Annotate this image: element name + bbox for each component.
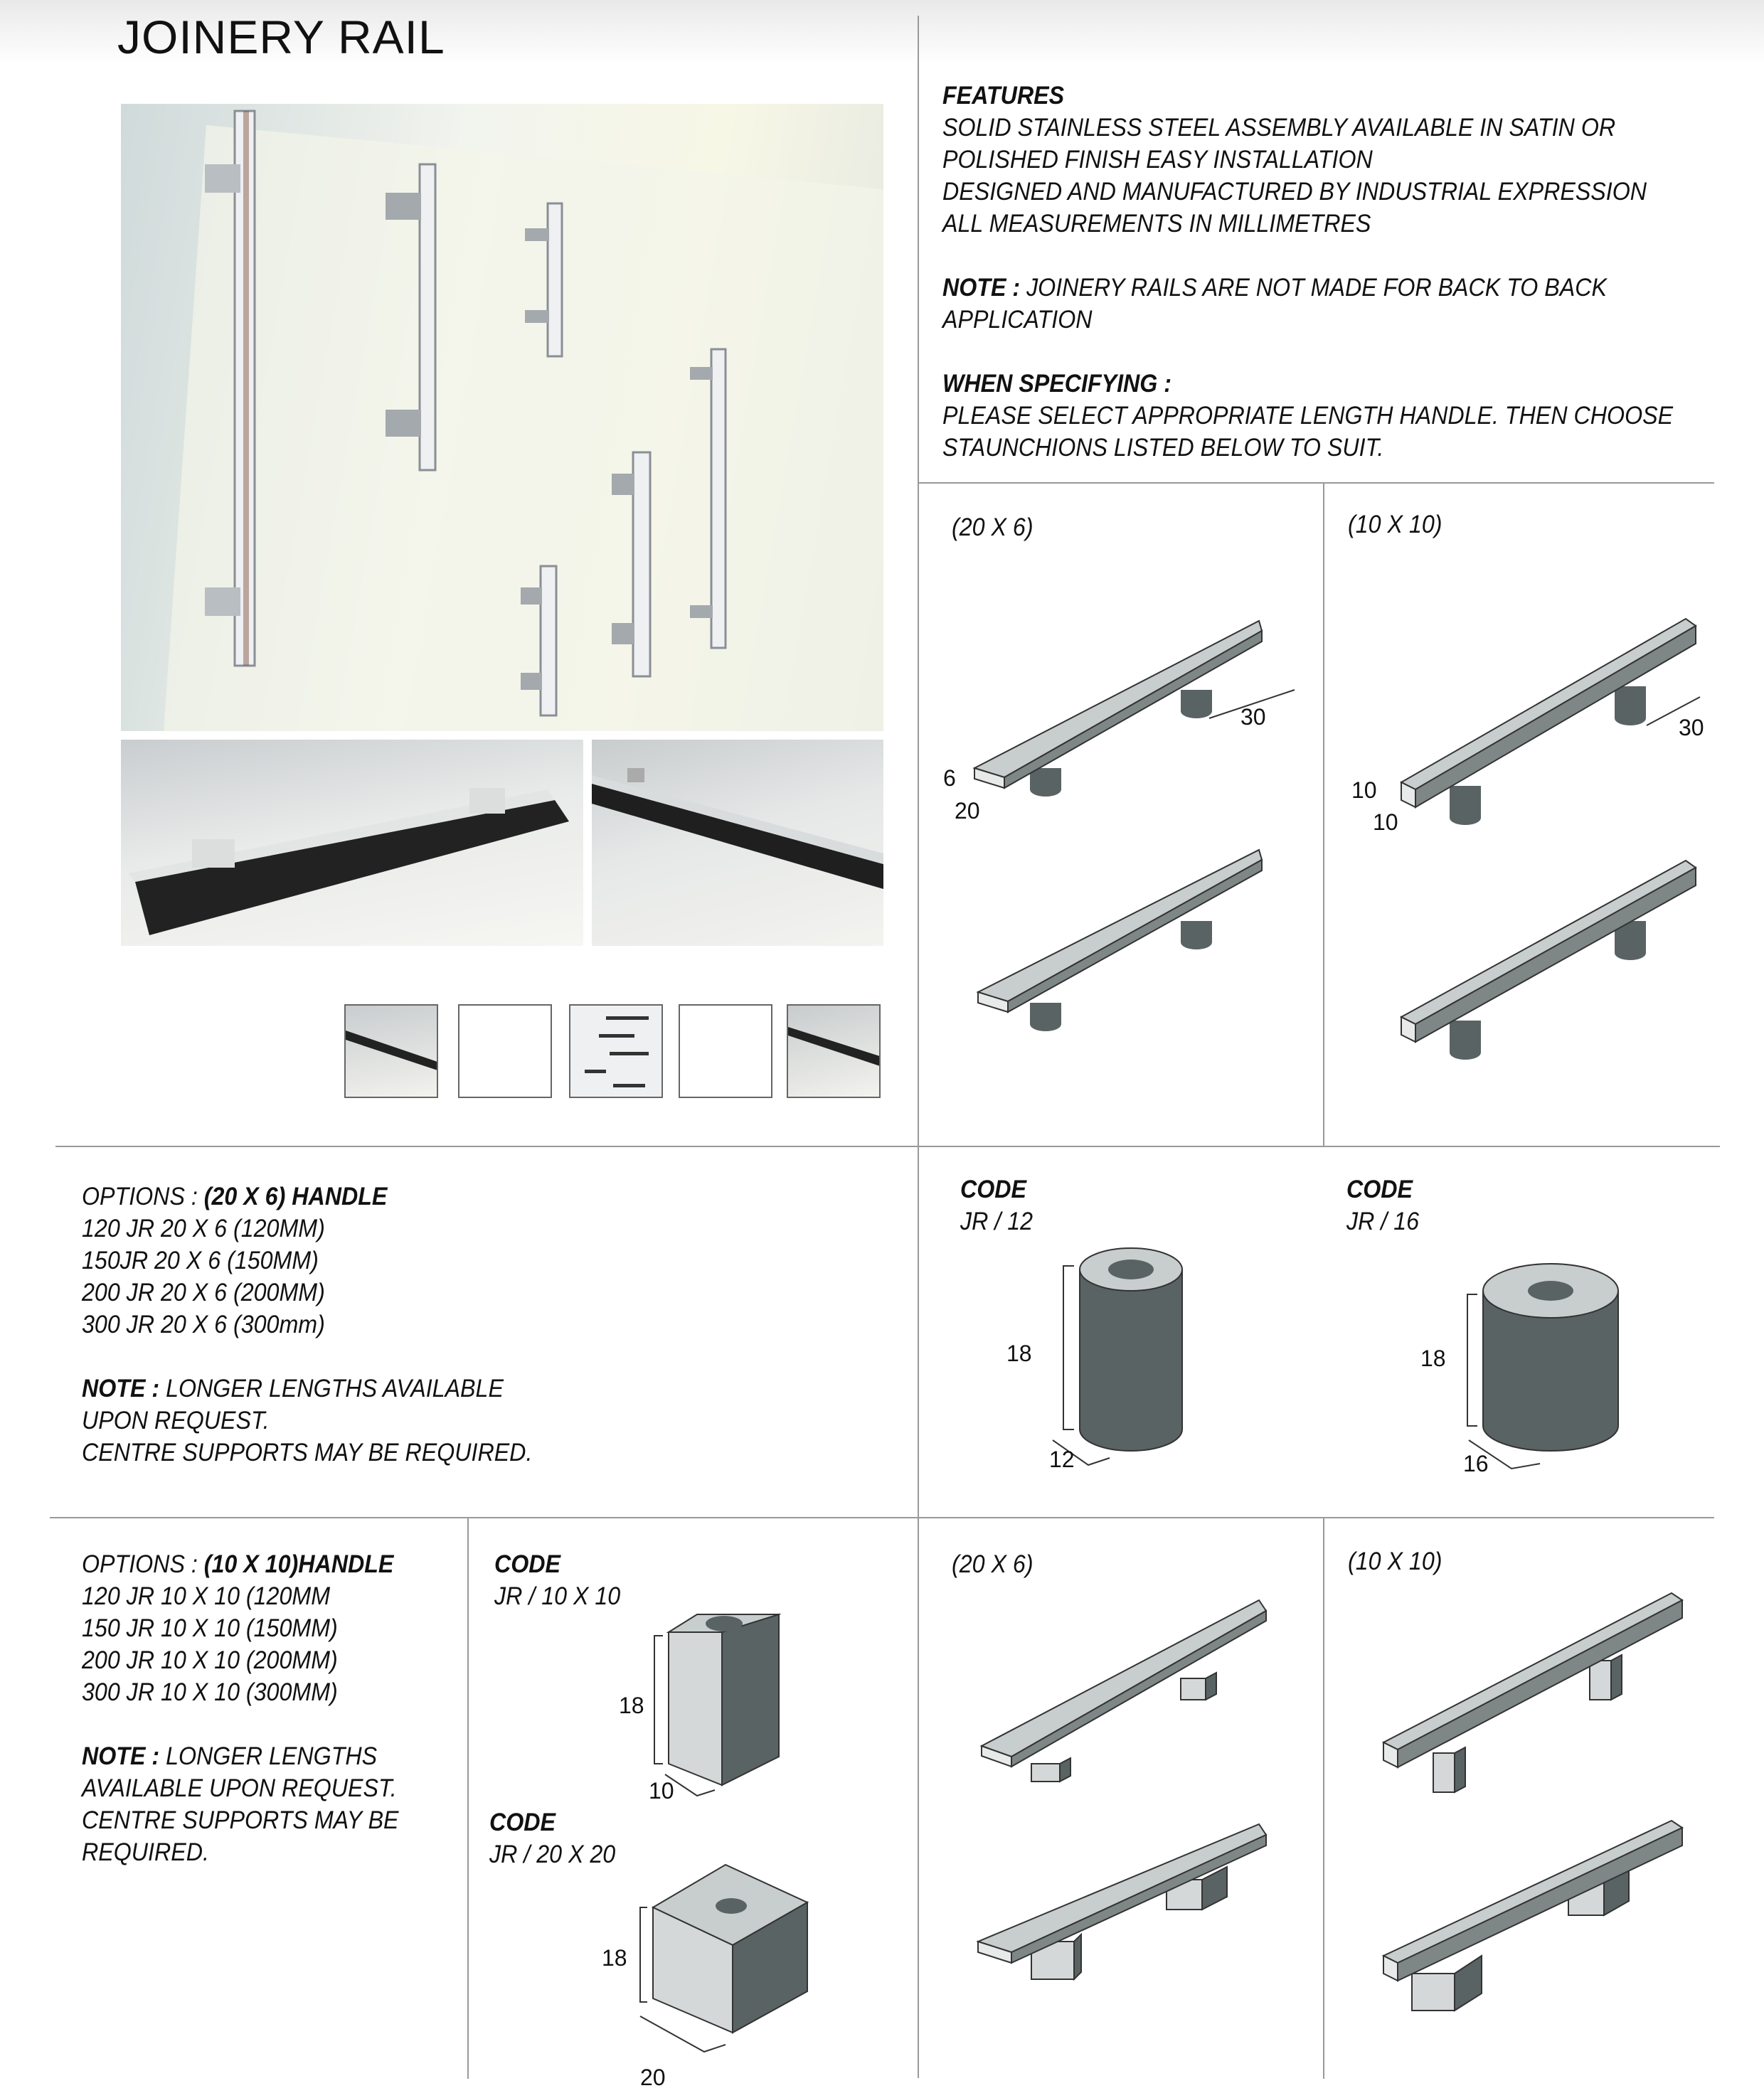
code-jr16-value: JR / 16 [1346,1208,1420,1235]
page-title: JOINERY RAIL [117,11,445,63]
code-jr12-heading: CODE [960,1176,1027,1203]
code-jr20x20-value: JR / 20 X 20 [489,1841,616,1868]
options-20x6-heading [82,1181,387,1213]
divider-lower [50,1517,1714,1518]
handle-20x6-square-post-bottom [974,1817,1401,2030]
code-jr20x20-heading: CODE [489,1809,556,1836]
thumbnail-5[interactable] [787,1004,881,1098]
detail-photo-right [592,740,883,946]
options-20x6-note-line-1: LONGER LENGTHS AVAILABLE [166,1375,504,1402]
code-jr12-value: JR / 12 [960,1208,1034,1235]
specifying-line-2: STAUNCHIONS LISTED BELOW TO SUIT. [942,434,1384,462]
options-10x10-item-1: 120 JR 10 X 10 (120MM [82,1582,331,1610]
options-20x6-note-line-3: CENTRE SUPPORTS MAY BE REQUIRED. [82,1439,533,1466]
divider-lower-left [467,1517,469,2079]
features-note-label: NOTE : [942,274,1021,302]
dim-jr12-diameter: 12 [1049,1447,1075,1472]
options-20x6-item-4: 300 JR 20 X 6 (300mm) [82,1311,325,1338]
handle-20x6-square-post-top [974,1593,1401,1806]
dim-upper-right-length: 30 [1679,715,1704,740]
dim-jr16-height: 18 [1420,1346,1446,1371]
handle-20x6-diagram-bottom [967,843,1394,1056]
dim-jr10x10-width: 10 [649,1778,674,1804]
specifying-heading: WHEN SPECIFYING : [942,370,1172,398]
dim-jr12-height: 18 [1006,1341,1032,1366]
features-line-2: POLISHED FINISH EASY INSTALLATION [942,146,1373,174]
features-note-line-2: APPLICATION [942,306,1093,334]
options-10x10-heading [82,1548,393,1580]
standoff-jr20x20-diagram [626,1856,854,2070]
upper-right-diagram-label: (10 X 10) [1348,511,1442,538]
features-line-3: DESIGNED AND MANUFACTURED BY INDUSTRIAL EXPRESSION [942,178,1647,206]
options-10x10-note-line-3: CENTRE SUPPORTS MAY BE [82,1806,399,1834]
handle-10x10-square-post-top [1376,1590,1764,1810]
dim-upper-right-width: 10 [1373,809,1398,835]
features-note [942,272,1607,304]
options-10x10-note [82,1740,377,1772]
dim-upper-left-thickness: 6 [943,765,956,791]
options-10x10-item-3: 200 JR 10 X 10 (200MM) [82,1646,338,1674]
options-10x10-prefix: OPTIONS : [82,1550,198,1578]
options-10x10-item-4: 300 JR 10 X 10 (300MM) [82,1678,338,1706]
handle-10x10-diagram-bottom [1394,853,1764,1067]
thumbnail-3[interactable] [569,1004,663,1098]
options-10x10-note-line-1: LONGER LENGTHS [166,1742,378,1770]
features-line-1: SOLID STAINLESS STEEL ASSEMBLY AVAILABLE IN SATIN OR [942,114,1616,142]
code-jr10x10-heading: CODE [494,1550,561,1578]
options-20x6-note [82,1373,504,1405]
options-20x6-item-2: 150JR 20 X 6 (150MM) [82,1247,319,1274]
code-jr16-heading: CODE [1346,1176,1413,1203]
upper-left-diagram-label: (20 X 6) [952,513,1034,541]
options-20x6-handle: (20 X 6) HANDLE [203,1183,388,1210]
divider-features-bottom [918,482,1714,484]
thumbnail-2[interactable] [458,1004,552,1098]
dim-jr20x20-width: 20 [640,2065,666,2090]
handle-20x6-diagram-top [967,612,1394,825]
detail-photo-left [121,740,583,946]
divider-main-vertical [918,16,919,2078]
lower-right-diagram-label: (10 X 10) [1348,1548,1442,1575]
options-20x6-note-line-2: UPON REQUEST. [82,1407,270,1434]
options-10x10-handle: (10 X 10)HANDLE [203,1550,394,1578]
code-jr10x10-value: JR / 10 X 10 [494,1582,621,1610]
thumbnail-4[interactable] [679,1004,772,1098]
dim-upper-right-height: 10 [1351,777,1377,803]
options-20x6-item-3: 200 JR 20 X 6 (200MM) [82,1279,325,1306]
dim-upper-left-width: 20 [955,798,980,824]
features-line-4: ALL MEASUREMENTS IN MILLIMETRES [942,210,1371,238]
dim-jr10x10-height: 18 [619,1693,644,1718]
options-10x10-note-line-4: REQUIRED. [82,1838,209,1866]
options-10x10-note-line-2: AVAILABLE UPON REQUEST. [82,1774,397,1802]
options-10x10-note-label: NOTE : [82,1742,160,1770]
handle-10x10-diagram-top [1394,612,1764,825]
dim-upper-left-length: 30 [1240,704,1266,730]
options-10x10-item-2: 150 JR 10 X 10 (150MM) [82,1614,338,1642]
lower-left-diagram-label: (20 X 6) [952,1550,1034,1578]
features-heading: FEATURES [942,82,1065,110]
options-20x6-prefix: OPTIONS : [82,1183,198,1210]
divider-middle [55,1146,1720,1147]
features-note-text: JOINERY RAILS ARE NOT MADE FOR BACK TO BACK [1026,274,1607,302]
options-20x6-item-1: 120 JR 20 X 6 (120MM) [82,1215,325,1242]
specifying-line-1: PLEASE SELECT APPROPRIATE LENGTH HANDLE. THEN CHOOSE [942,402,1674,430]
dim-jr20x20-height: 18 [602,1945,627,1971]
main-product-photo [121,104,883,731]
thumbnail-1[interactable] [344,1004,438,1098]
handle-10x10-square-post-bottom [1376,1817,1764,2045]
options-20x6-note-label: NOTE : [82,1375,160,1402]
standoff-jr16-diagram [1455,1237,1711,1493]
dim-jr16-diameter: 16 [1463,1451,1489,1476]
